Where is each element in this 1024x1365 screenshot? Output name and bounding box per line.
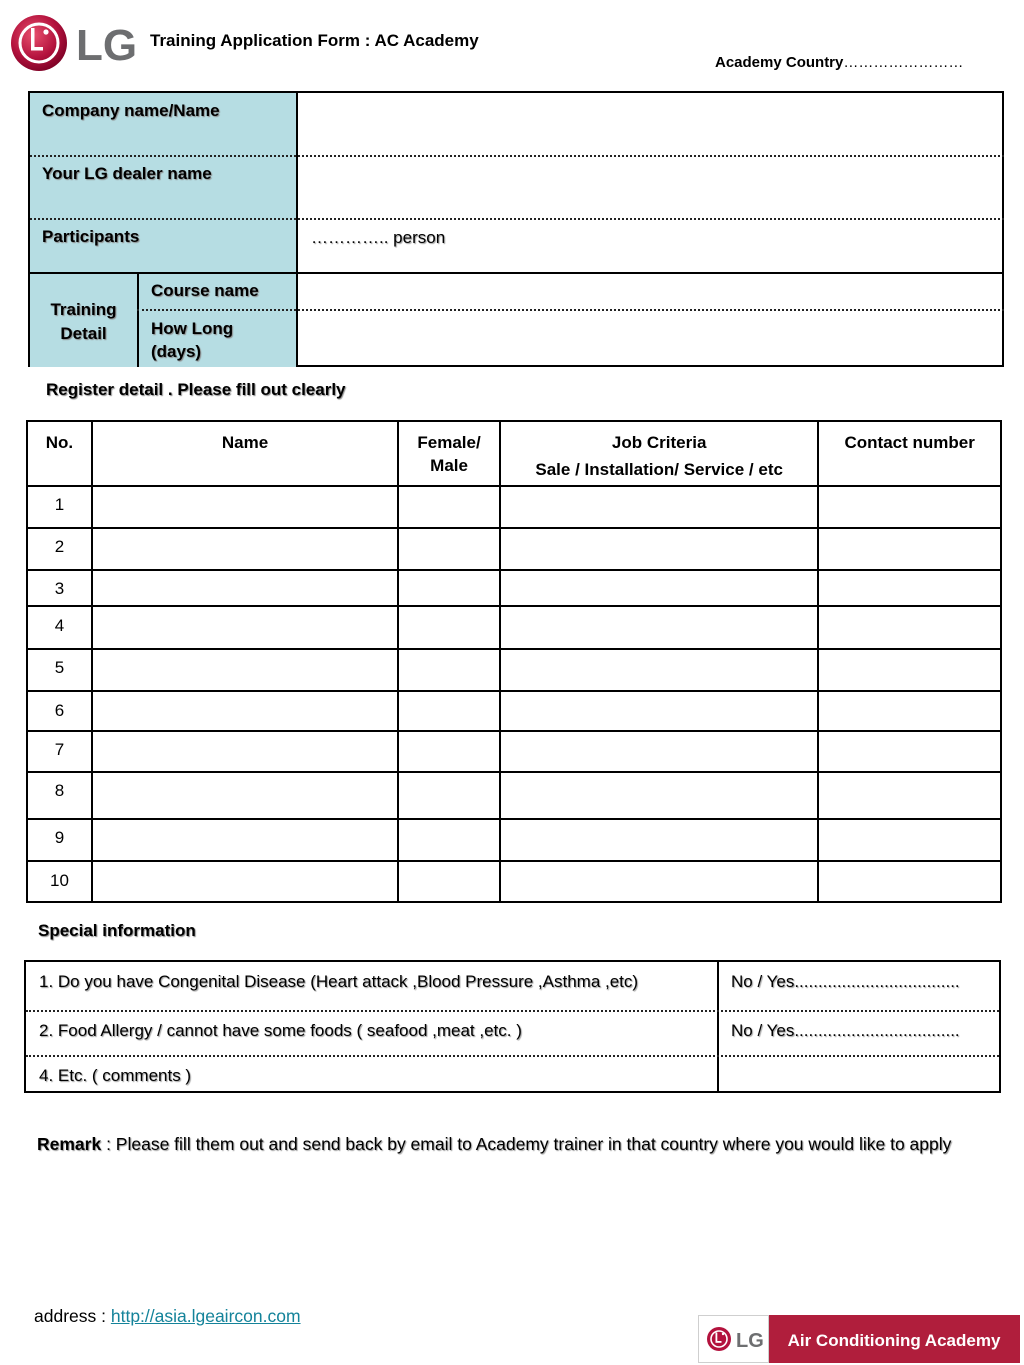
name-cell[interactable] (92, 570, 398, 606)
course-name-label: Course name (151, 281, 259, 300)
job-cell[interactable] (500, 570, 818, 606)
congenital-disease-answer[interactable]: No / Yes................................... (731, 972, 960, 991)
table-row (27, 691, 1001, 731)
table-row (27, 486, 1001, 528)
website-link[interactable]: http://asia.lgeaircon.com (110, 1306, 301, 1326)
table-row (27, 772, 1001, 819)
gender-cell[interactable] (398, 731, 500, 772)
training-detail-label (30, 298, 137, 346)
name-cell[interactable] (92, 772, 398, 819)
col-job (500, 421, 818, 486)
course-name-input[interactable] (298, 274, 1004, 309)
participants-value[interactable]: ………….. person (311, 228, 446, 247)
divider (137, 273, 139, 367)
svg-text:LG: LG (76, 21, 138, 70)
name-cell[interactable] (92, 528, 398, 570)
gender-cell[interactable] (398, 649, 500, 691)
job-cell[interactable] (500, 486, 818, 528)
academy-country-field[interactable] (715, 54, 963, 71)
row-number: 6 (27, 691, 92, 731)
contact-cell[interactable] (818, 570, 1001, 606)
contact-cell[interactable] (818, 731, 1001, 772)
lg-logo (10, 14, 145, 72)
contact-cell[interactable] (818, 772, 1001, 819)
job-cell[interactable] (500, 606, 818, 649)
col-gender (398, 421, 500, 486)
contact-cell[interactable] (818, 691, 1001, 731)
name-cell[interactable] (92, 731, 398, 772)
comments-input[interactable] (719, 1057, 999, 1091)
name-cell[interactable] (92, 819, 398, 861)
congenital-disease-question: 1. Do you have Congenital Disease (Heart attack ,Blood Pressure ,Asthma ,etc) (39, 972, 639, 991)
training-label-line1: Training (50, 300, 117, 319)
remark (37, 1132, 987, 1156)
job-cell[interactable] (500, 691, 818, 731)
name-cell[interactable] (92, 861, 398, 902)
row-number: 8 (27, 772, 92, 819)
dealer-name-input[interactable] (298, 157, 1004, 218)
name-cell[interactable] (92, 486, 398, 528)
row-number: 10 (27, 861, 92, 902)
svg-text:Air Conditioning Academy: Air Conditioning Academy (787, 1331, 1001, 1350)
register-table (26, 420, 1002, 903)
contact-cell[interactable] (818, 528, 1001, 570)
col-job-line1: Job Criteria (611, 433, 707, 452)
food-allergy-answer[interactable]: No / Yes................................... (731, 1021, 960, 1040)
row-number: 7 (27, 731, 92, 772)
dealer-name-label: Your LG dealer name (42, 164, 212, 183)
special-info-table (24, 960, 1001, 1093)
job-cell[interactable] (500, 772, 818, 819)
svg-text:LG: LG (736, 1330, 764, 1352)
remark-text: : Please fill them out and send back by email to Academy trainer in that country where you would like to apply (101, 1134, 952, 1154)
col-gender-line1: Female/ (417, 433, 481, 452)
table-row (27, 570, 1001, 606)
company-name-input[interactable] (298, 93, 1004, 155)
participants-label: Participants (42, 227, 140, 246)
gender-cell[interactable] (398, 606, 500, 649)
academy-country-dots: …………………… (843, 54, 964, 71)
gender-cell[interactable] (398, 691, 500, 731)
remark-label: Remark (37, 1134, 102, 1154)
table-row (27, 649, 1001, 691)
register-heading: Register detail . Please fill out clearly (46, 380, 346, 399)
table-row (27, 861, 1001, 902)
gender-cell[interactable] (398, 486, 500, 528)
how-long-line2: (days) (151, 342, 202, 361)
how-long-label (151, 317, 233, 363)
name-cell[interactable] (92, 649, 398, 691)
contact-cell[interactable] (818, 861, 1001, 902)
contact-cell[interactable] (818, 606, 1001, 649)
table-row (27, 731, 1001, 772)
contact-cell[interactable] (818, 649, 1001, 691)
training-label-line2: Detail (60, 324, 107, 343)
col-contact: Contact number (818, 421, 1001, 486)
how-long-input[interactable] (298, 311, 1004, 367)
col-job-line2: Sale / Installation/ Service / etc (535, 460, 783, 479)
gender-cell[interactable] (398, 819, 500, 861)
special-info-heading: Special information (38, 921, 196, 940)
row-number: 3 (27, 570, 92, 606)
row-number: 1 (27, 486, 92, 528)
name-cell[interactable] (92, 606, 398, 649)
company-info-table (28, 91, 1004, 367)
gender-cell[interactable] (398, 528, 500, 570)
row-number: 9 (27, 819, 92, 861)
gender-cell[interactable] (398, 861, 500, 902)
contact-cell[interactable] (818, 819, 1001, 861)
table-row (27, 606, 1001, 649)
row-number: 4 (27, 606, 92, 649)
gender-cell[interactable] (398, 772, 500, 819)
address (34, 1306, 301, 1327)
academy-country-label: Academy Country (715, 54, 844, 71)
form-title: Training Application Form : AC Academy (150, 31, 479, 50)
job-cell[interactable] (500, 819, 818, 861)
food-allergy-question: 2. Food Allergy / cannot have some foods ( seafood ,meat ,etc. ) (39, 1021, 522, 1040)
contact-cell[interactable] (818, 486, 1001, 528)
company-name-label: Company name/Name (42, 101, 220, 120)
row-number: 5 (27, 649, 92, 691)
divider (30, 218, 1004, 220)
air-conditioning-academy-logo (698, 1315, 1020, 1363)
job-cell[interactable] (500, 861, 818, 902)
job-cell[interactable] (500, 731, 818, 772)
table-row (27, 819, 1001, 861)
col-gender-line2: Male (430, 456, 468, 475)
divider (26, 1010, 999, 1012)
register-header-row (27, 421, 1001, 486)
name-cell[interactable] (92, 691, 398, 731)
how-long-line1: How Long (151, 319, 234, 338)
job-cell[interactable] (500, 649, 818, 691)
col-no: No. (27, 421, 92, 486)
job-cell[interactable] (500, 528, 818, 570)
address-label: address : (34, 1306, 111, 1326)
comments-question: 4. Etc. ( comments ) (39, 1066, 192, 1085)
table-row (27, 528, 1001, 570)
gender-cell[interactable] (398, 570, 500, 606)
col-name: Name (92, 421, 398, 486)
row-number: 2 (27, 528, 92, 570)
